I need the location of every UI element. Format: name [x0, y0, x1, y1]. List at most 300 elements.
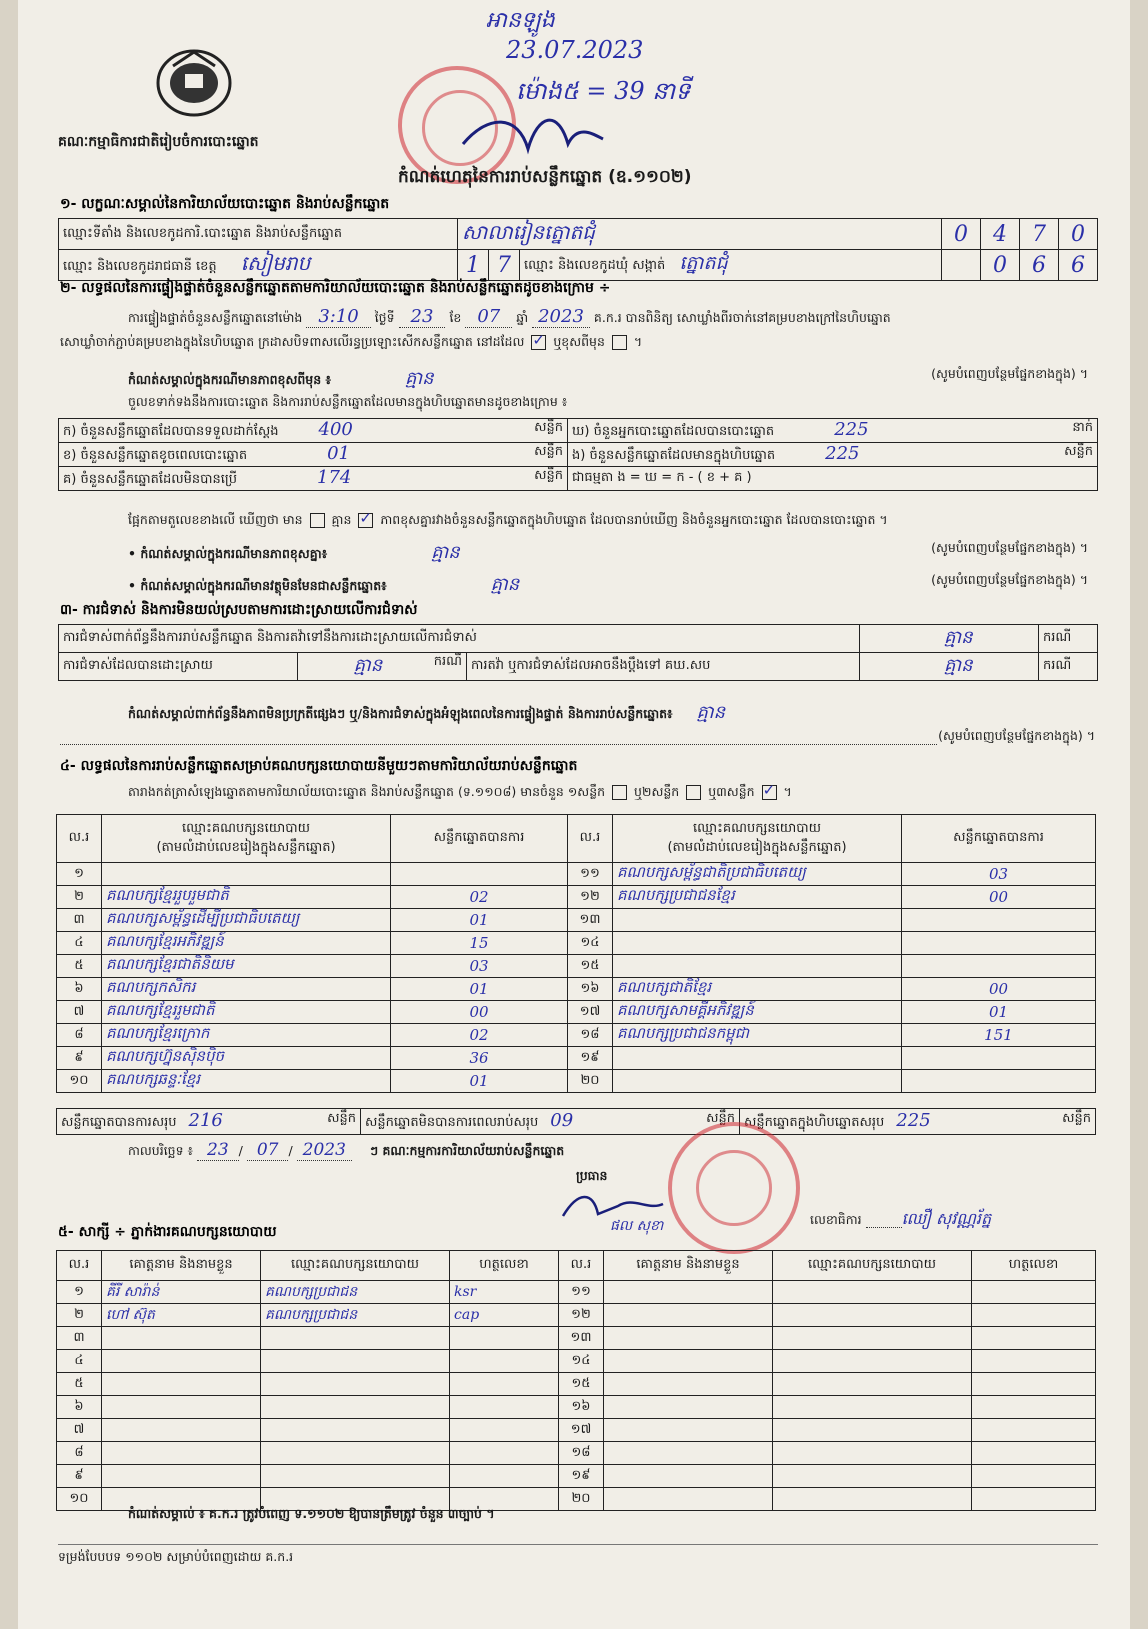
party-name: គណបក្សខ្មែរក្រោក [102, 1024, 391, 1047]
witness-signature [972, 1488, 1096, 1511]
count-row-d [568, 419, 1098, 443]
verification-time-label: ការផ្ទៀងផ្ទាត់ចំនួនសន្លឹកឆ្នោតនៅម៉ោង [128, 310, 303, 325]
comparison-line [128, 512, 888, 531]
col-votes-left: សន្លឹកឆ្នោតបានការ [391, 815, 568, 863]
witness-name [604, 1488, 773, 1511]
witness-name [604, 1350, 773, 1373]
party-votes: 03 [391, 955, 568, 978]
three-sheets-checkbox[interactable] [762, 785, 777, 800]
witness-signature [450, 1419, 559, 1442]
party-no: ១១ [568, 863, 613, 886]
table-row [57, 1024, 1096, 1047]
col-votes-right: សន្លឹកឆ្នោតបានការ [902, 815, 1096, 863]
witness-col-sign-left: ហត្ថលេខា [450, 1251, 559, 1281]
col-party-left-sub: (តាមលំដាប់លេខរៀងក្នុងសន្លឹកឆ្នោត) [156, 839, 336, 855]
witness-party [773, 1327, 972, 1350]
chair-name: ផល សុខា [610, 1218, 664, 1234]
votes-table [56, 814, 1096, 1093]
witness-name [604, 1373, 773, 1396]
date-year: 2023 [297, 1140, 352, 1161]
foreign-object-note-line [128, 572, 1088, 599]
party-no: ១៤ [568, 932, 613, 955]
date-line: កាលបរិច្ឆេទ ៖ 23 / 07 / 2023 ៗ គណៈកម្មការការិយាល័យរាប់សន្លឹកឆ្នោត [128, 1140, 565, 1160]
witness-no: ២០ [559, 1488, 604, 1511]
witness-party [261, 1396, 450, 1419]
verification-line [128, 306, 891, 329]
witness-signature [450, 1396, 559, 1419]
handwritten-note-1: អានឡូង [486, 8, 555, 33]
table-row [57, 1350, 1096, 1373]
handwritten-note-3: ម៉ោង៥ = 39 នាទី [516, 77, 691, 105]
total-invalid-label: សន្លឹកឆ្នោតមិនបានការពេលរាប់សរុប [365, 1115, 539, 1130]
count-d-label: ឃ) ចំនួនអ្នកបោះឆ្នោតដែលបានបោះឆ្នោត [572, 424, 775, 439]
party-no: ៦ [57, 978, 102, 1001]
party-votes: 01 [391, 909, 568, 932]
compare-none-label: គ្មាន [331, 512, 352, 527]
witness-signature [450, 1373, 559, 1396]
has-difference-checkbox[interactable] [310, 513, 325, 528]
witness-no: ១២ [559, 1304, 604, 1327]
count-c-label: គ) ចំនួនសន្លឹកឆ្នោតដែលមិនបានប្រើ [63, 472, 237, 487]
sheets-intro: តារាងកត់ត្រាសំឡេងឆ្នោតតាមការិយាល័យបោះឆ្នោត និងរាប់សន្លឹកឆ្នោត (ទ.១១០៨) មានចំនួន ១សន្លឹក [128, 784, 606, 799]
party-no: ១៦ [568, 978, 613, 1001]
party-name: គណបក្សប្រជាជនកម្ពុជា [613, 1024, 902, 1047]
witness-name [102, 1350, 261, 1373]
witness-table-body [57, 1281, 1096, 1511]
witness-name [102, 1396, 261, 1419]
witness-no: ១១ [559, 1281, 604, 1304]
table-row [57, 1419, 1096, 1442]
total-box-value: 225 [896, 1110, 931, 1131]
witness-party [261, 1327, 450, 1350]
province-label-text: ឈ្មោះ និងលេខកូដរាជធានី ខេត្ត [63, 259, 217, 274]
two-sheets-checkbox[interactable] [686, 785, 701, 800]
foreign-object-note-suffix: (សូមបំពេញបន្ថែមផ្នែកខាងក្នុង) ។ [931, 572, 1088, 587]
secretary-label: លេខាធិការ [810, 1212, 862, 1227]
col-party-right [613, 815, 902, 863]
witness-no: ១៧ [559, 1419, 604, 1442]
foreign-object-note-label: • កំណត់សម្គាល់ក្នុងករណីមានវត្ថុមិនមែនជាសន្លឹកឆ្នោត៖ [128, 578, 387, 593]
witness-col-party-right: ឈ្មោះគណបក្សនយោបាយ [773, 1251, 972, 1281]
table-row [57, 1047, 1096, 1070]
count-d-unit: នាក់ [1072, 420, 1093, 435]
party-votes: 00 [391, 1001, 568, 1024]
party-votes [902, 909, 1096, 932]
party-name: គណបក្សប្រជាជនខ្មែរ [613, 886, 902, 909]
witness-signature [972, 1373, 1096, 1396]
party-votes: 15 [391, 932, 568, 955]
witness-name [102, 1442, 261, 1465]
date-day: 23 [197, 1140, 239, 1161]
witness-party [773, 1442, 972, 1465]
objection-row-2-unit: ករណី [433, 654, 462, 669]
party-no: ១៩ [568, 1047, 613, 1070]
witness-no: ៩ [57, 1465, 102, 1488]
objection-row-3-label: ការតវ៉ា ឬការជំទាស់ដែលអាចនឹងប្តឹងទៅ គឃ.សប [467, 653, 860, 681]
witness-signature: ksr [450, 1281, 559, 1304]
party-name [613, 909, 902, 932]
one-sheet-checkbox[interactable] [612, 785, 627, 800]
committee-emblem-icon [153, 46, 235, 120]
witness-name [102, 1373, 261, 1396]
witness-party [261, 1419, 450, 1442]
difference-note-label: • កំណត់សម្គាល់ក្នុងករណីមានភាពខុសគ្នា៖ [128, 546, 328, 561]
witness-signature [972, 1281, 1096, 1304]
party-no: ៨ [57, 1024, 102, 1047]
location-code-digit: 0 [942, 219, 981, 250]
witness-no: ៣ [57, 1327, 102, 1350]
witness-party [773, 1396, 972, 1419]
commune-value: ត្នោតជុំ [679, 252, 728, 274]
count-e-label: ង) ចំនួនសន្លឹកឆ្នោតដែលមានក្នុងហិបឆ្នោត [572, 448, 776, 463]
party-votes: 00 [902, 978, 1096, 1001]
change-note-line [128, 366, 1088, 393]
witness-col-name-right: គោត្តនាម និងនាមខ្លួន [604, 1251, 773, 1281]
objection-row-3-value: គ្មាន [944, 655, 973, 676]
witness-signature [450, 1350, 559, 1373]
party-votes [902, 1070, 1096, 1093]
code-spacer [942, 250, 981, 281]
witness-no: ១០ [57, 1488, 102, 1511]
party-name [613, 1047, 902, 1070]
witness-name [102, 1419, 261, 1442]
witness-col-sign-right: ហត្ថលេខា [972, 1251, 1096, 1281]
party-name: គណបក្សឆន្ទៈខ្មែរ [102, 1070, 391, 1093]
signature-top [458, 104, 608, 164]
date-month: 07 [247, 1140, 289, 1161]
party-no: ១២ [568, 886, 613, 909]
party-name [613, 955, 902, 978]
count-a-unit: សន្លឹក [534, 420, 563, 435]
count-row-a [59, 419, 568, 443]
party-votes: 03 [902, 863, 1096, 886]
party-name [613, 932, 902, 955]
party-name: គណបក្សសម្ព័ន្ធដើម្បីប្រជាធិបតេយ្យ [102, 909, 391, 932]
table-row [57, 863, 1096, 886]
commune-code-digit: 0 [981, 250, 1020, 281]
party-no: ១៨ [568, 1024, 613, 1047]
secretary-name: ឈឿ សុវណ្ណរ័ត្ន [901, 1209, 992, 1228]
difference-note-suffix: (សូមបំពេញបន្ថែមផ្នែកខាងក្នុង) ។ [931, 540, 1088, 555]
count-row-e [568, 443, 1098, 467]
section1-table [58, 218, 1098, 281]
total-invalid-value: 09 [550, 1110, 574, 1131]
party-votes: 02 [391, 886, 568, 909]
witness-party [261, 1373, 450, 1396]
witness-signature [972, 1396, 1096, 1419]
foreign-object-note-value: គ្មាន [490, 574, 520, 595]
counts-intro: ចួលខទាក់ទងនឹងការបោះឆ្នោត និងការរាប់សន្លឹកឆ្នោតដែលមានក្នុងហិបឆ្នោតមានដូចខាងក្រោម ៖ [128, 394, 568, 409]
party-no: ៥ [57, 955, 102, 978]
party-no: ៧ [57, 1001, 102, 1024]
count-formula [568, 467, 1098, 491]
witness-party [773, 1465, 972, 1488]
table-row [57, 909, 1096, 932]
witness-col-party-left: ឈ្មោះគណបក្សនយោបាយ [261, 1251, 450, 1281]
col-party-right-title: ឈ្មោះគណបក្សនយោបាយ [693, 820, 821, 836]
witness-no: ១៤ [559, 1350, 604, 1373]
objection-row-1-value: គ្មាន [944, 627, 973, 648]
party-votes [391, 863, 568, 886]
party-votes: 00 [902, 886, 1096, 909]
witness-party [773, 1373, 972, 1396]
table-row [57, 955, 1096, 978]
col-party-right-sub: (តាមលំដាប់លេខរៀងក្នុងសន្លឹកឆ្នោត) [667, 839, 847, 855]
year-label: ឆ្នាំ [516, 310, 529, 325]
province-value: សៀមរាប [240, 251, 311, 275]
objection-row-1-unit: ករណី [1039, 625, 1098, 653]
party-votes [902, 932, 1096, 955]
count-e-value: 225 [825, 443, 860, 464]
chair-label: ប្រធាន [576, 1168, 608, 1183]
irregularity-note-suffix: (សូមបំពេញបន្ថែមផ្នែកខាងក្នុង) ។ [938, 728, 1095, 747]
total-valid-value: 216 [188, 1110, 223, 1131]
witness-no: ៤ [57, 1350, 102, 1373]
commune-code-digit: 6 [1059, 250, 1098, 281]
commune-label [520, 250, 942, 281]
count-formula-text: ជាធម្មតា ង = ឃ = ក - ( ខ + គ ) [572, 470, 752, 485]
section3-title: ៣- ការជំទាស់ និងការមិនយល់ស្របតាមការដោះស្រាយលើការជំទាស់ [60, 602, 418, 618]
total-valid-unit: សន្លឹក [327, 1111, 356, 1126]
location-label: ឈ្មោះទីតាំង និងលេខកូដការិ.បោះឆ្នោត និងរាប់សន្លឹកឆ្នោត [59, 219, 458, 250]
witness-signature [450, 1465, 559, 1488]
irregularity-note-label: កំណត់សម្គាល់ពាក់ព័ន្ធនឹងភាពមិនប្រក្រតីផ្សេងៗ ឬ/និងការជំទាស់ក្នុងអំឡុងពេលនៃការផ្ទៀងផ្ទាត់ និងការរាប់សន្លឹកឆ្នោត៖ [128, 706, 673, 721]
party-name: គណបក្សខ្មែរជាតិនិយម [102, 955, 391, 978]
party-name: គណបក្សជាតិខ្មែរ [613, 978, 902, 1001]
witness-name [604, 1442, 773, 1465]
party-no: ៣ [57, 909, 102, 932]
party-name: គណបក្សហ្វ៊ុនស៊ិនប៉ិច [102, 1047, 391, 1070]
location-value: សាលារៀនត្នោតជុំ [458, 219, 942, 250]
party-votes: 01 [391, 978, 568, 1001]
votes-table-body [57, 863, 1096, 1093]
party-votes: 151 [902, 1024, 1096, 1047]
handwritten-note-2: 23.07.2023 [506, 36, 644, 64]
col-no-right: ល.រ [568, 815, 613, 863]
witness-col-no-left: ល.រ [57, 1251, 102, 1281]
party-name: គណបក្សសម្ព័ន្ធជាតិប្រជាធិបតេយ្យ [613, 863, 902, 886]
witness-no: ១៦ [559, 1396, 604, 1419]
table-row [57, 1070, 1096, 1093]
witness-name [604, 1465, 773, 1488]
witness-signature [972, 1327, 1096, 1350]
location-code-digit: 0 [1059, 219, 1098, 250]
party-no: ១០ [57, 1070, 102, 1093]
committee-name: គណៈកម្មាធិការជាតិរៀបចំការបោះឆ្នោត [58, 134, 259, 150]
table-row [57, 1373, 1096, 1396]
witness-signature [450, 1442, 559, 1465]
witness-no: ១៥ [559, 1373, 604, 1396]
date-label: កាលបរិច្ឆេទ [128, 1143, 184, 1158]
party-name: គណបក្សខ្មែររួបរួមជាតិ [102, 886, 391, 909]
section4-title: ៤- លទ្ធផលនៃការរាប់សន្លឹកឆ្នោតសម្រាប់គណបក្សនយោបាយនីមួយៗតាមការិយាល័យរាប់សន្លឹកឆ្នោត [60, 758, 578, 774]
party-name [613, 1070, 902, 1093]
commune-label-text: ឈ្មោះ និងលេខកូដឃុំ សង្កាត់ [524, 258, 666, 273]
party-name: គណបក្សខ្មែររួមជាតិ [102, 1001, 391, 1024]
witness-party [261, 1442, 450, 1465]
party-no: ៩ [57, 1047, 102, 1070]
witness-signature [972, 1419, 1096, 1442]
province-code-digit: 1 [458, 250, 489, 281]
witness-name: ហៅ ស៊ុត [102, 1304, 261, 1327]
witness-no: ៥ [57, 1373, 102, 1396]
no-difference-checkbox[interactable] [358, 513, 373, 528]
location-code-digit: 7 [1020, 219, 1059, 250]
objection-row-1-label: ការជំទាស់ពាក់ព័ន្ធនឹងការរាប់សន្លឹកឆ្នោត និងការតវ៉ាទៅនឹងការដោះស្រាយលើការជំទាស់ [59, 625, 860, 653]
count-c-unit: សន្លឹក [534, 468, 563, 483]
witness-party [261, 1465, 450, 1488]
party-votes: 01 [902, 1001, 1096, 1024]
table-row [57, 978, 1096, 1001]
count-c-value: 174 [317, 467, 352, 488]
party-no: ១៣ [568, 909, 613, 932]
difference-note-line [128, 540, 1088, 567]
change-note-value: គ្មាន [405, 368, 434, 389]
witness-signature: cap [450, 1304, 559, 1327]
witness-party [773, 1419, 972, 1442]
table-row [57, 1327, 1096, 1350]
witness-no: ៧ [57, 1419, 102, 1442]
official-stamp-bottom [668, 1122, 800, 1254]
total-invalid-cell [361, 1109, 740, 1135]
change-note-label: កំណត់សម្គាល់ក្នុងករណីមានភាពខុសពីមុន ៖ [128, 372, 332, 387]
count-b-unit: សន្លឹក [534, 444, 563, 459]
count-row-c [59, 467, 568, 491]
party-name [102, 863, 391, 886]
changed-label: ឬខុសពីមុន [553, 334, 605, 349]
witness-no: ១៣ [559, 1327, 604, 1350]
witness-name [102, 1465, 261, 1488]
witness-party [773, 1281, 972, 1304]
section2-title: ២- លទ្ធផលនៃការផ្ទៀងផ្ទាត់ចំនួនសន្លឹកឆ្នោតតាមការិយាល័យបោះឆ្នោត និងរាប់សន្លឹកឆ្នោតដូចខាងក្រោម ÷ [60, 280, 611, 296]
total-box-unit: សន្លឹក [1062, 1111, 1091, 1126]
witness-name: គីរី សារ៉ាន់ [102, 1281, 261, 1304]
secretary-signature-slot [866, 1212, 902, 1228]
seal-text: សោឃ្លាំចាក់ភ្ជាប់គម្របខាងក្នុងនៃហិបឆ្នោត ក្រដាសបិទពាសលើរន្ធប្រឡោះសើកសន្លឹកឆ្នោត នៅដដែល [60, 334, 525, 349]
table-row [57, 1304, 1096, 1327]
party-name: គណបក្សសាមគ្គីអភិវឌ្ឍន៍ [613, 1001, 902, 1024]
province-code-digit: 7 [489, 250, 520, 281]
party-votes [902, 955, 1096, 978]
table-row [57, 1001, 1096, 1024]
witness-no: ៨ [57, 1442, 102, 1465]
col-party-left [102, 815, 391, 863]
witness-no: ១ [57, 1281, 102, 1304]
commune-code-digit: 6 [1020, 250, 1059, 281]
total-valid-label: សន្លឹកឆ្នោតបានការសរុប [61, 1115, 177, 1130]
province-label [59, 250, 458, 281]
party-votes: 01 [391, 1070, 568, 1093]
witness-name [604, 1396, 773, 1419]
table-row [57, 1465, 1096, 1488]
total-box-label: សន្លឹកឆ្នោតក្នុងហិបឆ្នោតសរុប [744, 1115, 885, 1130]
party-name: គណបក្សកសិករ [102, 978, 391, 1001]
signed-by-label: ៗ គណៈកម្មការការិយាល័យរាប់សន្លឹកឆ្នោត [369, 1143, 565, 1158]
sheets-line: តារាងកត់ត្រាសំឡេងឆ្នោតតាមការិយាល័យបោះឆ្នោត និងរាប់សន្លឹកឆ្នោត (ទ.១១០៨) មានចំនួន ១សន្លឹក ឬ២សន្លឹក ឬ៣សន្លឹក ✓ ។ [128, 784, 792, 803]
verification-time: 3:10 [306, 306, 370, 328]
count-a-value: 400 [318, 419, 353, 440]
section5-title: ៥- សាក្សី ÷ ភ្នាក់ងារគណបក្សនយោបាយ [58, 1224, 277, 1240]
party-name: គណបក្សខ្មែរអភិវឌ្ឍន៍ [102, 932, 391, 955]
witness-signature [972, 1465, 1096, 1488]
verification-text: គ.ក.រ បានពិនិត្យ សោឃ្លាំងពីរចាក់នៅគម្របខាងក្រៅនៃហិបឆ្នោត [593, 310, 891, 325]
table-row [57, 932, 1096, 955]
party-no: ៤ [57, 932, 102, 955]
witness-signature [972, 1442, 1096, 1465]
month-label: ខែ [449, 310, 462, 325]
witness-party [773, 1350, 972, 1373]
location-code-digit: 4 [981, 219, 1020, 250]
witness-name [604, 1281, 773, 1304]
table-row [57, 886, 1096, 909]
objection-row-3-unit: ករណី [1039, 653, 1098, 681]
compare-has-label: ផ្អែកតាមតួលេខខាងលើ ឃើញថា មាន [128, 512, 303, 527]
party-votes: 02 [391, 1024, 568, 1047]
form-title: កំណត់ហេតុនៃការរាប់សន្លឹកឆ្នោត (ឧ.១១០២) [398, 167, 692, 187]
three-sheets-label: ឬ៣សន្លឹក [708, 784, 755, 799]
compare-text: ភាពខុសគ្នារវាងចំនួនសន្លឹកឆ្នោតក្នុងហិបឆ្នោត ដែលបានរាប់ឃើញ និងចំនួនអ្នកបោះឆ្នោត ដែលបានបោះឆ្នោត ។ [380, 512, 888, 527]
section1-title: ១- លក្ខណៈសម្គាល់នៃការិយាល័យបោះឆ្នោត និងរាប់សន្លឹកឆ្នោត [60, 196, 390, 212]
total-box-cell [740, 1109, 1096, 1135]
objection-row-2-label: ការជំទាស់ដែលបានដោះស្រាយ [59, 653, 298, 681]
col-party-left-title: ឈ្មោះគណបក្សនយោបាយ [182, 820, 310, 836]
objection-row-2-value: គ្មាន [353, 655, 383, 676]
day-label: ថ្ងៃទី [374, 310, 395, 325]
witness-col-name-left: គោត្តនាម និងនាមខ្លួន [102, 1251, 261, 1281]
verification-day: 23 [399, 306, 446, 328]
secretary-line [810, 1208, 991, 1232]
witness-name [604, 1419, 773, 1442]
col-no-left: ល.រ [57, 815, 102, 863]
party-no: ១ [57, 863, 102, 886]
party-no: ១៥ [568, 955, 613, 978]
witness-name [604, 1304, 773, 1327]
witness-no: ២ [57, 1304, 102, 1327]
witness-no: ១៩ [559, 1465, 604, 1488]
witness-table [56, 1250, 1096, 1511]
irregularity-note-line [128, 700, 725, 727]
table-row [57, 1281, 1096, 1304]
two-sheets-label: ឬ២សន្លឹក [634, 784, 680, 799]
count-b-label: ខ) ចំនួនសន្លឹកឆ្នោតខូចពេលបោះឆ្នោត [63, 448, 248, 463]
changed-checkbox[interactable] [612, 335, 627, 350]
count-d-value: 225 [834, 419, 869, 440]
party-votes [902, 1047, 1096, 1070]
witness-no: ១៨ [559, 1442, 604, 1465]
seal-line: សោឃ្លាំចាក់ភ្ជាប់គម្របខាងក្នុងនៃហិបឆ្នោត ក្រដាសបិទពាសលើរន្ធប្រឡោះសើកសន្លឹកឆ្នោត នៅដដែល ✓ ឬខុសពីមុន ។ [60, 334, 642, 353]
count-row-b [59, 443, 568, 467]
objection-row-2-value-cell [298, 653, 467, 681]
count-b-value: 01 [327, 443, 350, 464]
count-a-label: ក) ចំនួនសន្លឹកឆ្នោតដែលបានទទួលដាក់ស្តែង [63, 424, 279, 439]
witness-signature [450, 1327, 559, 1350]
party-no: ១៧ [568, 1001, 613, 1024]
form-sheet [18, 0, 1130, 1629]
objection-row-1-value-cell [860, 625, 1039, 653]
change-note-suffix: (សូមបំពេញបន្ថែមផ្នែកខាងក្នុង) ។ [931, 366, 1088, 381]
witness-party: គណបក្សប្រជាជន [261, 1281, 450, 1304]
witness-no: ៦ [57, 1396, 102, 1419]
objections-table [58, 624, 1098, 681]
party-no: ២ [57, 886, 102, 909]
irregularity-note-value: គ្មាន [696, 702, 726, 723]
party-votes: 36 [391, 1047, 568, 1070]
total-invalid-unit: សន្លឹក [706, 1111, 735, 1126]
witness-name [102, 1327, 261, 1350]
unchanged-checkbox[interactable] [531, 335, 546, 350]
table-row [57, 1442, 1096, 1465]
difference-note-value: គ្មាន [431, 542, 460, 563]
